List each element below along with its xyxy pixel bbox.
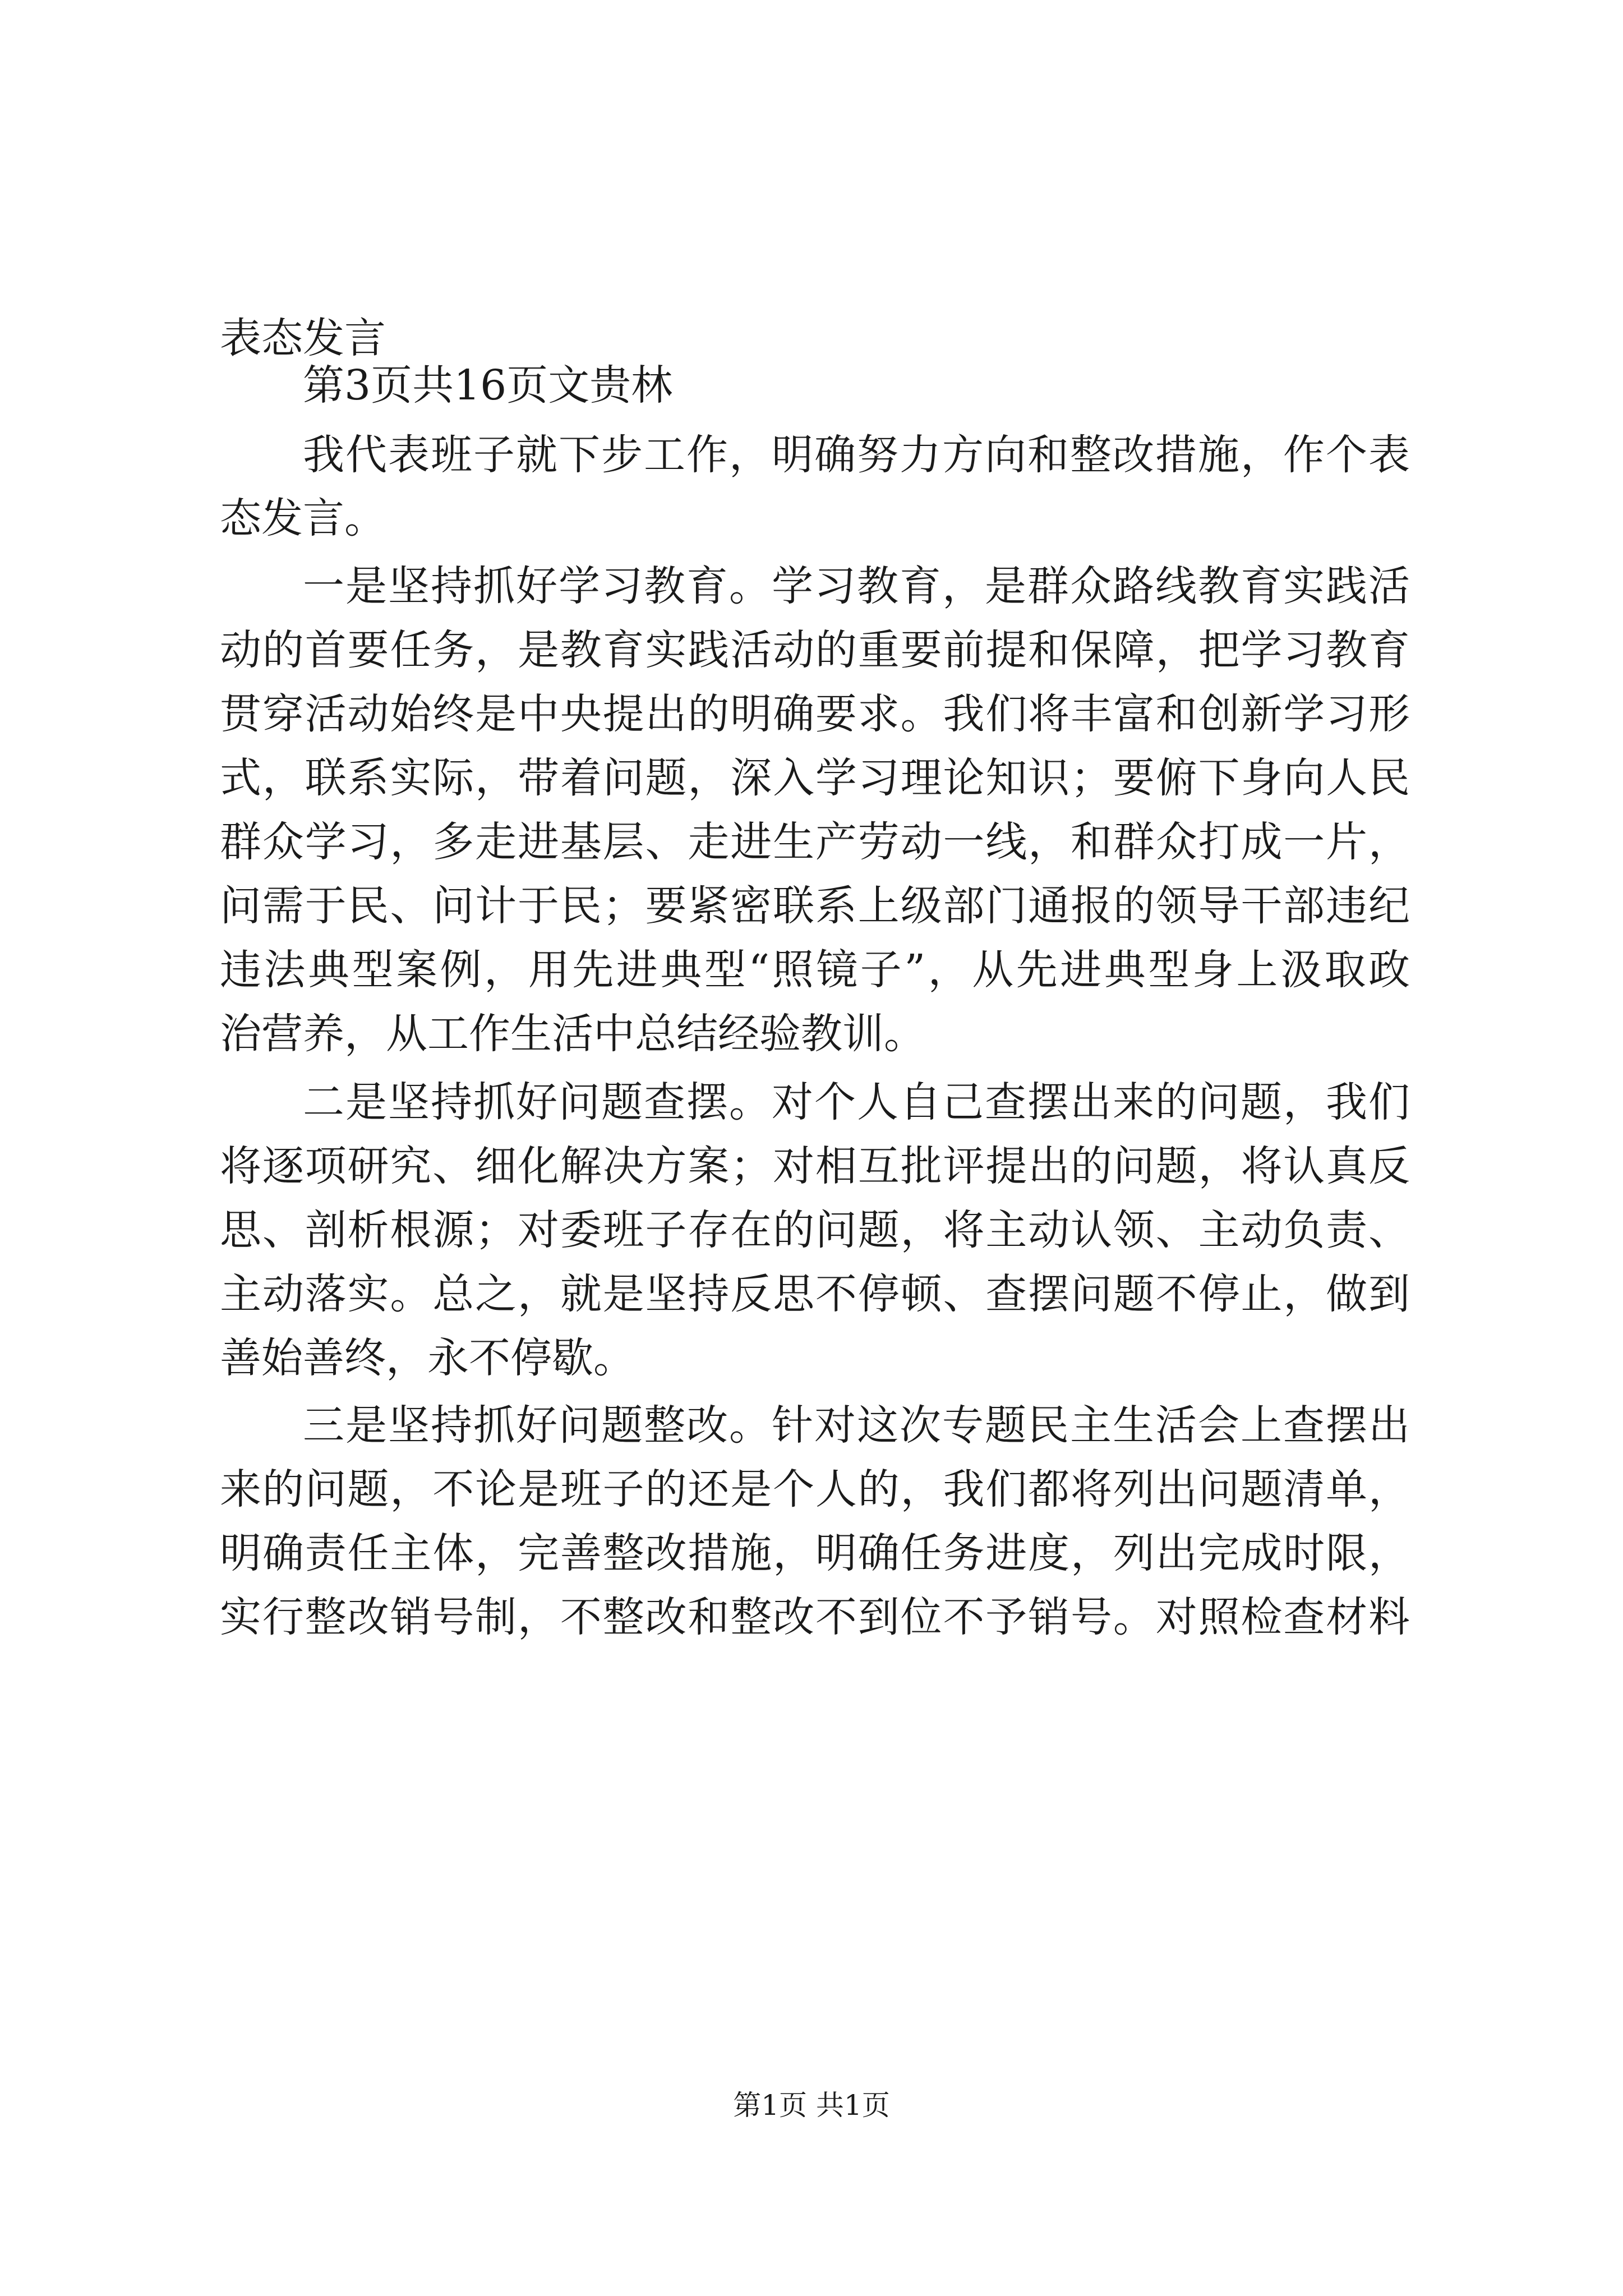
paragraph-2-line-4: 式，联系实际，带着问题，深入学习理论知识；要俯下身向人民 bbox=[220, 754, 1410, 802]
paragraph-2-line-7: 违法典型案例，用先进典型“照镜子”，从先进典型身上汲取政 bbox=[220, 946, 1410, 994]
paragraph-1-line-2: 态发言。 bbox=[220, 494, 386, 542]
paragraph-4-line-4: 实行整改销号制，不整改和整改不到位不予销号。对照检查材料 bbox=[220, 1593, 1410, 1641]
paragraph-3-line-1: 二是坚持抓好问题查摆。对个人自己查摆出来的问题，我们 bbox=[303, 1078, 1410, 1126]
paragraph-3-line-5: 善始善终，永不停歇。 bbox=[220, 1334, 635, 1382]
paragraph-2-line-1: 一是坚持抓好学习教育。学习教育，是群众路线教育实践活 bbox=[303, 562, 1410, 610]
paragraph-2-line-8: 治营养，从工作生活中总结经验教训。 bbox=[220, 1010, 925, 1058]
paragraph-3-line-2: 将逐项研究、细化解决方案；对相互批评提出的问题，将认真反 bbox=[220, 1142, 1410, 1190]
paragraph-3-line-3: 思、剖析根源；对委班子存在的问题，将主动认领、主动负责、 bbox=[220, 1206, 1410, 1254]
paragraph-4-line-2: 来的问题，不论是班子的还是个人的，我们都将列出问题清单， bbox=[220, 1465, 1410, 1513]
paragraph-2-line-5: 群众学习，多走进基层、走进生产劳动一线，和群众打成一片， bbox=[220, 818, 1410, 866]
paragraph-2-line-6: 问需于民、问计于民；要紧密联系上级部门通报的领导干部违纪 bbox=[220, 882, 1410, 930]
page-reference-line: 第3页共16页文贵林 bbox=[303, 361, 673, 409]
paragraph-2-line-3: 贯穿活动始终是中央提出的明确要求。我们将丰富和创新学习形 bbox=[220, 690, 1410, 738]
document-title: 表态发言 bbox=[220, 314, 386, 362]
page-footer: 第1页 共1页 bbox=[733, 2089, 890, 2122]
paragraph-1-line-1: 我代表班子就下步工作，明确努力方向和整改措施，作个表 bbox=[303, 431, 1410, 479]
paragraph-2-line-2: 动的首要任务，是教育实践活动的重要前提和保障，把学习教育 bbox=[220, 626, 1410, 674]
paragraph-4-line-3: 明确责任主体，完善整改措施，明确任务进度，列出完成时限， bbox=[220, 1529, 1410, 1577]
paragraph-4-line-1: 三是坚持抓好问题整改。针对这次专题民主生活会上查摆出 bbox=[303, 1401, 1410, 1450]
paragraph-3-line-4: 主动落实。总之，就是坚持反思不停顿、查摆问题不停止，做到 bbox=[220, 1270, 1410, 1318]
